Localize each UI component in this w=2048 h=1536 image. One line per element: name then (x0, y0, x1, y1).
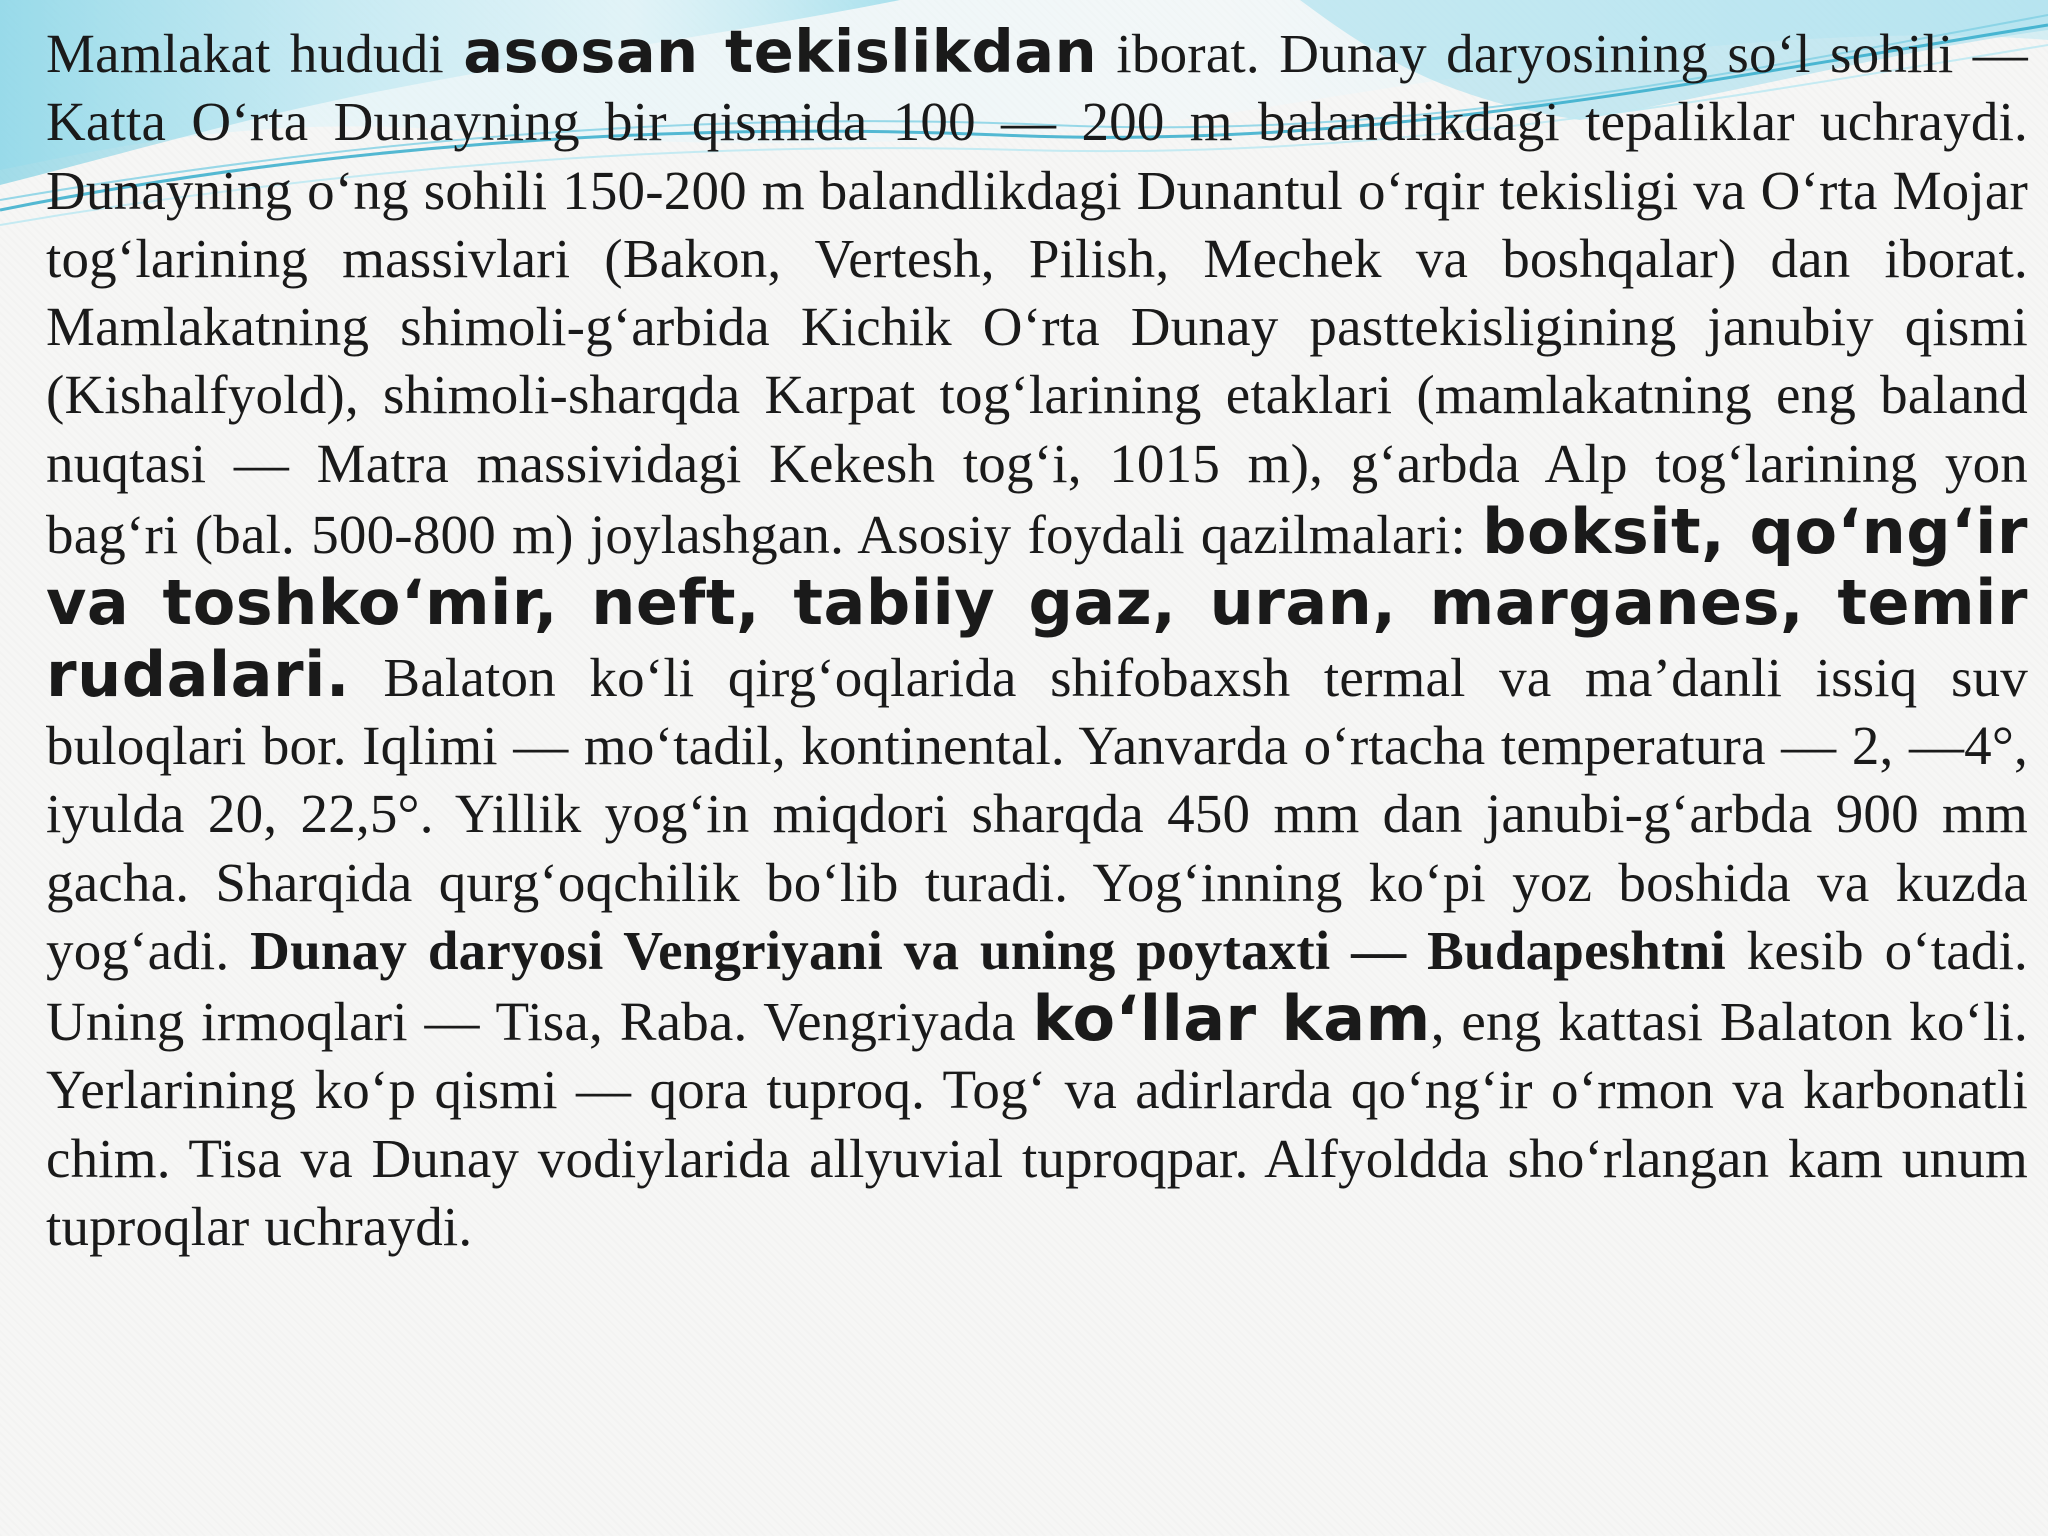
text-run: Mamlakat hududi (46, 23, 464, 84)
text-run: kesib o‘tadi. Uning irmoqlari — Tisa, Raba. Vengriyada (46, 919, 2029, 1053)
bold-phrase-tekislik: asosan tekislikdan (463, 17, 1098, 86)
text-run: , eng kattasi Balaton ko‘li. Yerlarining ko‘p qismi — qora tuproq. Tog‘ va adirlarda qo‘ng‘ir o‘rmon va karbonatli chim. Tisa va Dunay vodiylarida allyuvial tuproqpar. Alfyoldda sho‘rlangan kam unum tuproqlar uchraydi. (46, 991, 2028, 1258)
main-paragraph (46, 18, 2028, 1261)
bold-phrase-kollar: ko‘llar kam (1032, 982, 1431, 1056)
text-run: Balaton ko‘li qirg‘oqlarida shifobaxsh termal va ma’danli issiq suv buloqlari bor. Iqlimi — mo‘tadil, kontinental. Yanvarda o‘rtacha temperatura — 2, —4°, iyulda 20, 22,5°. Yillik yog‘in miqdori sharqda 450 mm dan janubi-g‘arbda 900 mm gacha. Sharqida qurg‘oqchilik bo‘lib turadi. Yog‘inning ko‘pi yoz boshida va kuzda yog‘adi. (46, 646, 2028, 981)
bold-phrase-dunay: Dunay daryosi Vengriyani va uning poytaxti — Budapeshtni (250, 919, 1726, 981)
text-run: iborat. Dunay daryosining so‘l sohili — Katta O‘rta Dunayning bir qismida 100 — 200 m balandlikdagi tepaliklar uchraydi. Dunayning o‘ng sohili 150-200 m balandlikdagi Dunantul o‘rqir tekisligi va O‘rta Mojar tog‘larining massivlari (Bakon, Vertesh, Pilish, Mechek va boshqalar) dan iborat. Mamlakatning shimoli-g‘arbida Kichik O‘rta Dunay pasttekisligining janubiy qismi (Kishalfyold), shimoli-sharqda Karpat tog‘larining etaklari (mamlakatning eng baland nuqtasi — Matra massividagi Kekesh tog‘i, 1015 m), g‘arbda Alp tog‘larining yon bag‘ri (bal. 500-800 m) joylashgan. Asosiy foydali qazilmalari: (46, 23, 2028, 566)
bold-phrase-minerals: boksit, qo‘ng‘ir va toshko‘mir, neft, tabiiy gaz, uran, marganes, temir rudalari. (46, 495, 2028, 711)
